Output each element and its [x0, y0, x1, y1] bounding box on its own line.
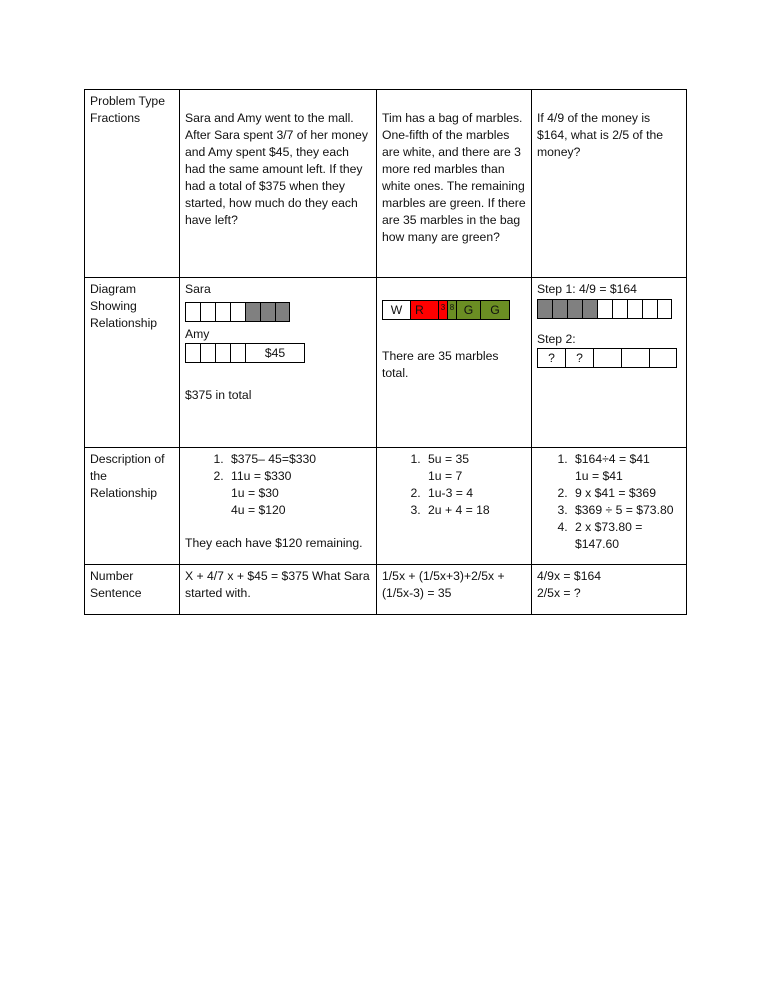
description-3-step: 3. $369 ÷ 5 = $73.80 — [571, 502, 681, 519]
description-1-substep: 4u = $120 — [231, 503, 286, 517]
number-sentence-1: X + 4/7 x + $45 = $375 What Sara started with. — [185, 569, 370, 600]
sara-unit — [186, 303, 201, 321]
sara-bar — [185, 302, 290, 322]
amy-spent-box: $45 — [264, 346, 286, 360]
amy-bar — [185, 343, 305, 363]
sara-unit — [231, 303, 246, 321]
number-sentence-3-line1: 4/9x = $164 — [537, 569, 602, 583]
description-3-substep: 1u = $41 — [575, 469, 623, 483]
marbles-total-note: There are 35 marbles total. — [382, 349, 499, 380]
amy-unit — [231, 344, 246, 362]
description-3-step: 1. $164÷4 = $41 1u = $41 — [571, 451, 681, 485]
marble-green-2: G — [481, 301, 509, 319]
sara-unit-spent — [261, 303, 276, 321]
step2-unknown-2: ? — [566, 349, 594, 367]
marble-white: W — [383, 301, 411, 319]
description-1-step: 1. $375– 45=$330 — [227, 451, 371, 468]
fractions-table — [84, 89, 687, 615]
diagram-row — [85, 278, 687, 448]
number-sentence-row — [85, 565, 687, 615]
description-1-cell — [180, 448, 377, 565]
sara-unit — [201, 303, 216, 321]
step2-unknown-1: ? — [538, 349, 566, 367]
step1-unit-known — [568, 300, 583, 318]
marble-extra-3: 3 — [439, 301, 448, 319]
number-sentence-1-cell — [180, 565, 377, 615]
problem-1-text: Sara and Amy went to the mall. After Sara spent 3/7 of her money and Amy spent $45, they each had the same amount left. If they had a total of $375 when they started, how much do they each have left? — [185, 111, 368, 227]
marble-bar — [382, 300, 510, 320]
sara-unit-spent — [246, 303, 261, 321]
diagram-3-cell — [532, 278, 687, 448]
description-1-step: 2. 11u = $330 1u = $30 4u = $120 — [227, 468, 371, 519]
step2-unit — [594, 349, 622, 367]
description-2-cell — [377, 448, 532, 565]
description-3-step: 2. 9 x $41 = $369 — [571, 485, 681, 502]
step1-unit-known — [583, 300, 598, 318]
description-2-step: 3. 2u + 4 = 18 — [424, 502, 526, 519]
diagram-label-cell — [85, 278, 180, 448]
number-sentence-3-line2: 2/5x = ? — [537, 586, 581, 600]
problem-type-value: Fractions — [90, 111, 141, 125]
diagram-2-cell — [377, 278, 532, 448]
step2-unit — [622, 349, 650, 367]
description-3-list — [537, 451, 681, 553]
description-1-substep: 1u = $30 — [231, 486, 279, 500]
step2-unit — [650, 349, 676, 367]
step2-bar — [537, 348, 677, 368]
description-label-cell — [85, 448, 180, 565]
problem-2-text: Tim has a bag of marbles. One-fifth of the marbles are white, and there are 3 more red marbles than white ones. The remaining marbles are green. If there are 35 marbles in the bag how many are green? — [382, 111, 526, 244]
step1-unit — [598, 300, 613, 318]
description-row — [85, 448, 687, 565]
number-sentence-label: Number Sentence — [90, 569, 142, 600]
problem-3-cell — [532, 90, 687, 278]
total-note: $375 in total — [185, 388, 252, 402]
amy-unit — [186, 344, 201, 362]
problem-3-text: If 4/9 of the money is $164, what is 2/5 of the money? — [537, 111, 664, 159]
number-sentence-2-cell — [377, 565, 532, 615]
number-sentence-3-cell — [532, 565, 687, 615]
sara-unit — [216, 303, 231, 321]
step2-label: Step 2: — [537, 332, 576, 346]
amy-label: Amy — [185, 327, 210, 341]
marble-extra-8: 8 — [448, 301, 457, 319]
step1-unit-known — [538, 300, 553, 318]
step1-bar — [537, 299, 672, 319]
description-2-list — [382, 451, 526, 519]
description-2-step: 1. 5u = 35 1u = 7 — [424, 451, 526, 485]
number-sentence-label-cell — [85, 565, 180, 615]
step1-unit-known — [553, 300, 568, 318]
description-2-step: 2. 1u-3 = 4 — [424, 485, 526, 502]
problem-row — [85, 90, 687, 278]
description-3-step: 4. 2 x $73.80 = $147.60 — [571, 519, 681, 553]
description-1-list — [185, 451, 371, 519]
problem-2-cell — [377, 90, 532, 278]
description-label: Description of the Relationship — [90, 452, 165, 500]
diagram-label: Diagram Showing Relationship — [90, 282, 158, 330]
step1-unit — [628, 300, 643, 318]
sara-label: Sara — [185, 282, 211, 296]
sara-unit-spent — [276, 303, 289, 321]
marble-red: R — [411, 301, 439, 319]
diagram-1-cell — [180, 278, 377, 448]
number-sentence-2: 1/5x + (1/5x+3)+2/5x + (1/5x-3) = 35 — [382, 569, 505, 600]
step1-label: Step 1: 4/9 = $164 — [537, 282, 637, 296]
description-2-substep: 1u = 7 — [428, 469, 463, 483]
amy-unit — [216, 344, 231, 362]
marble-green-1: G — [457, 301, 481, 319]
step1-unit — [643, 300, 658, 318]
description-1-conclusion: They each have $120 remaining. — [185, 536, 363, 550]
amy-unit — [201, 344, 216, 362]
step1-unit — [613, 300, 628, 318]
step1-unit — [658, 300, 671, 318]
problem-type-cell — [85, 90, 180, 278]
problem-type-label: Problem Type — [90, 94, 165, 108]
description-3-cell — [532, 448, 687, 565]
problem-1-cell — [180, 90, 377, 278]
